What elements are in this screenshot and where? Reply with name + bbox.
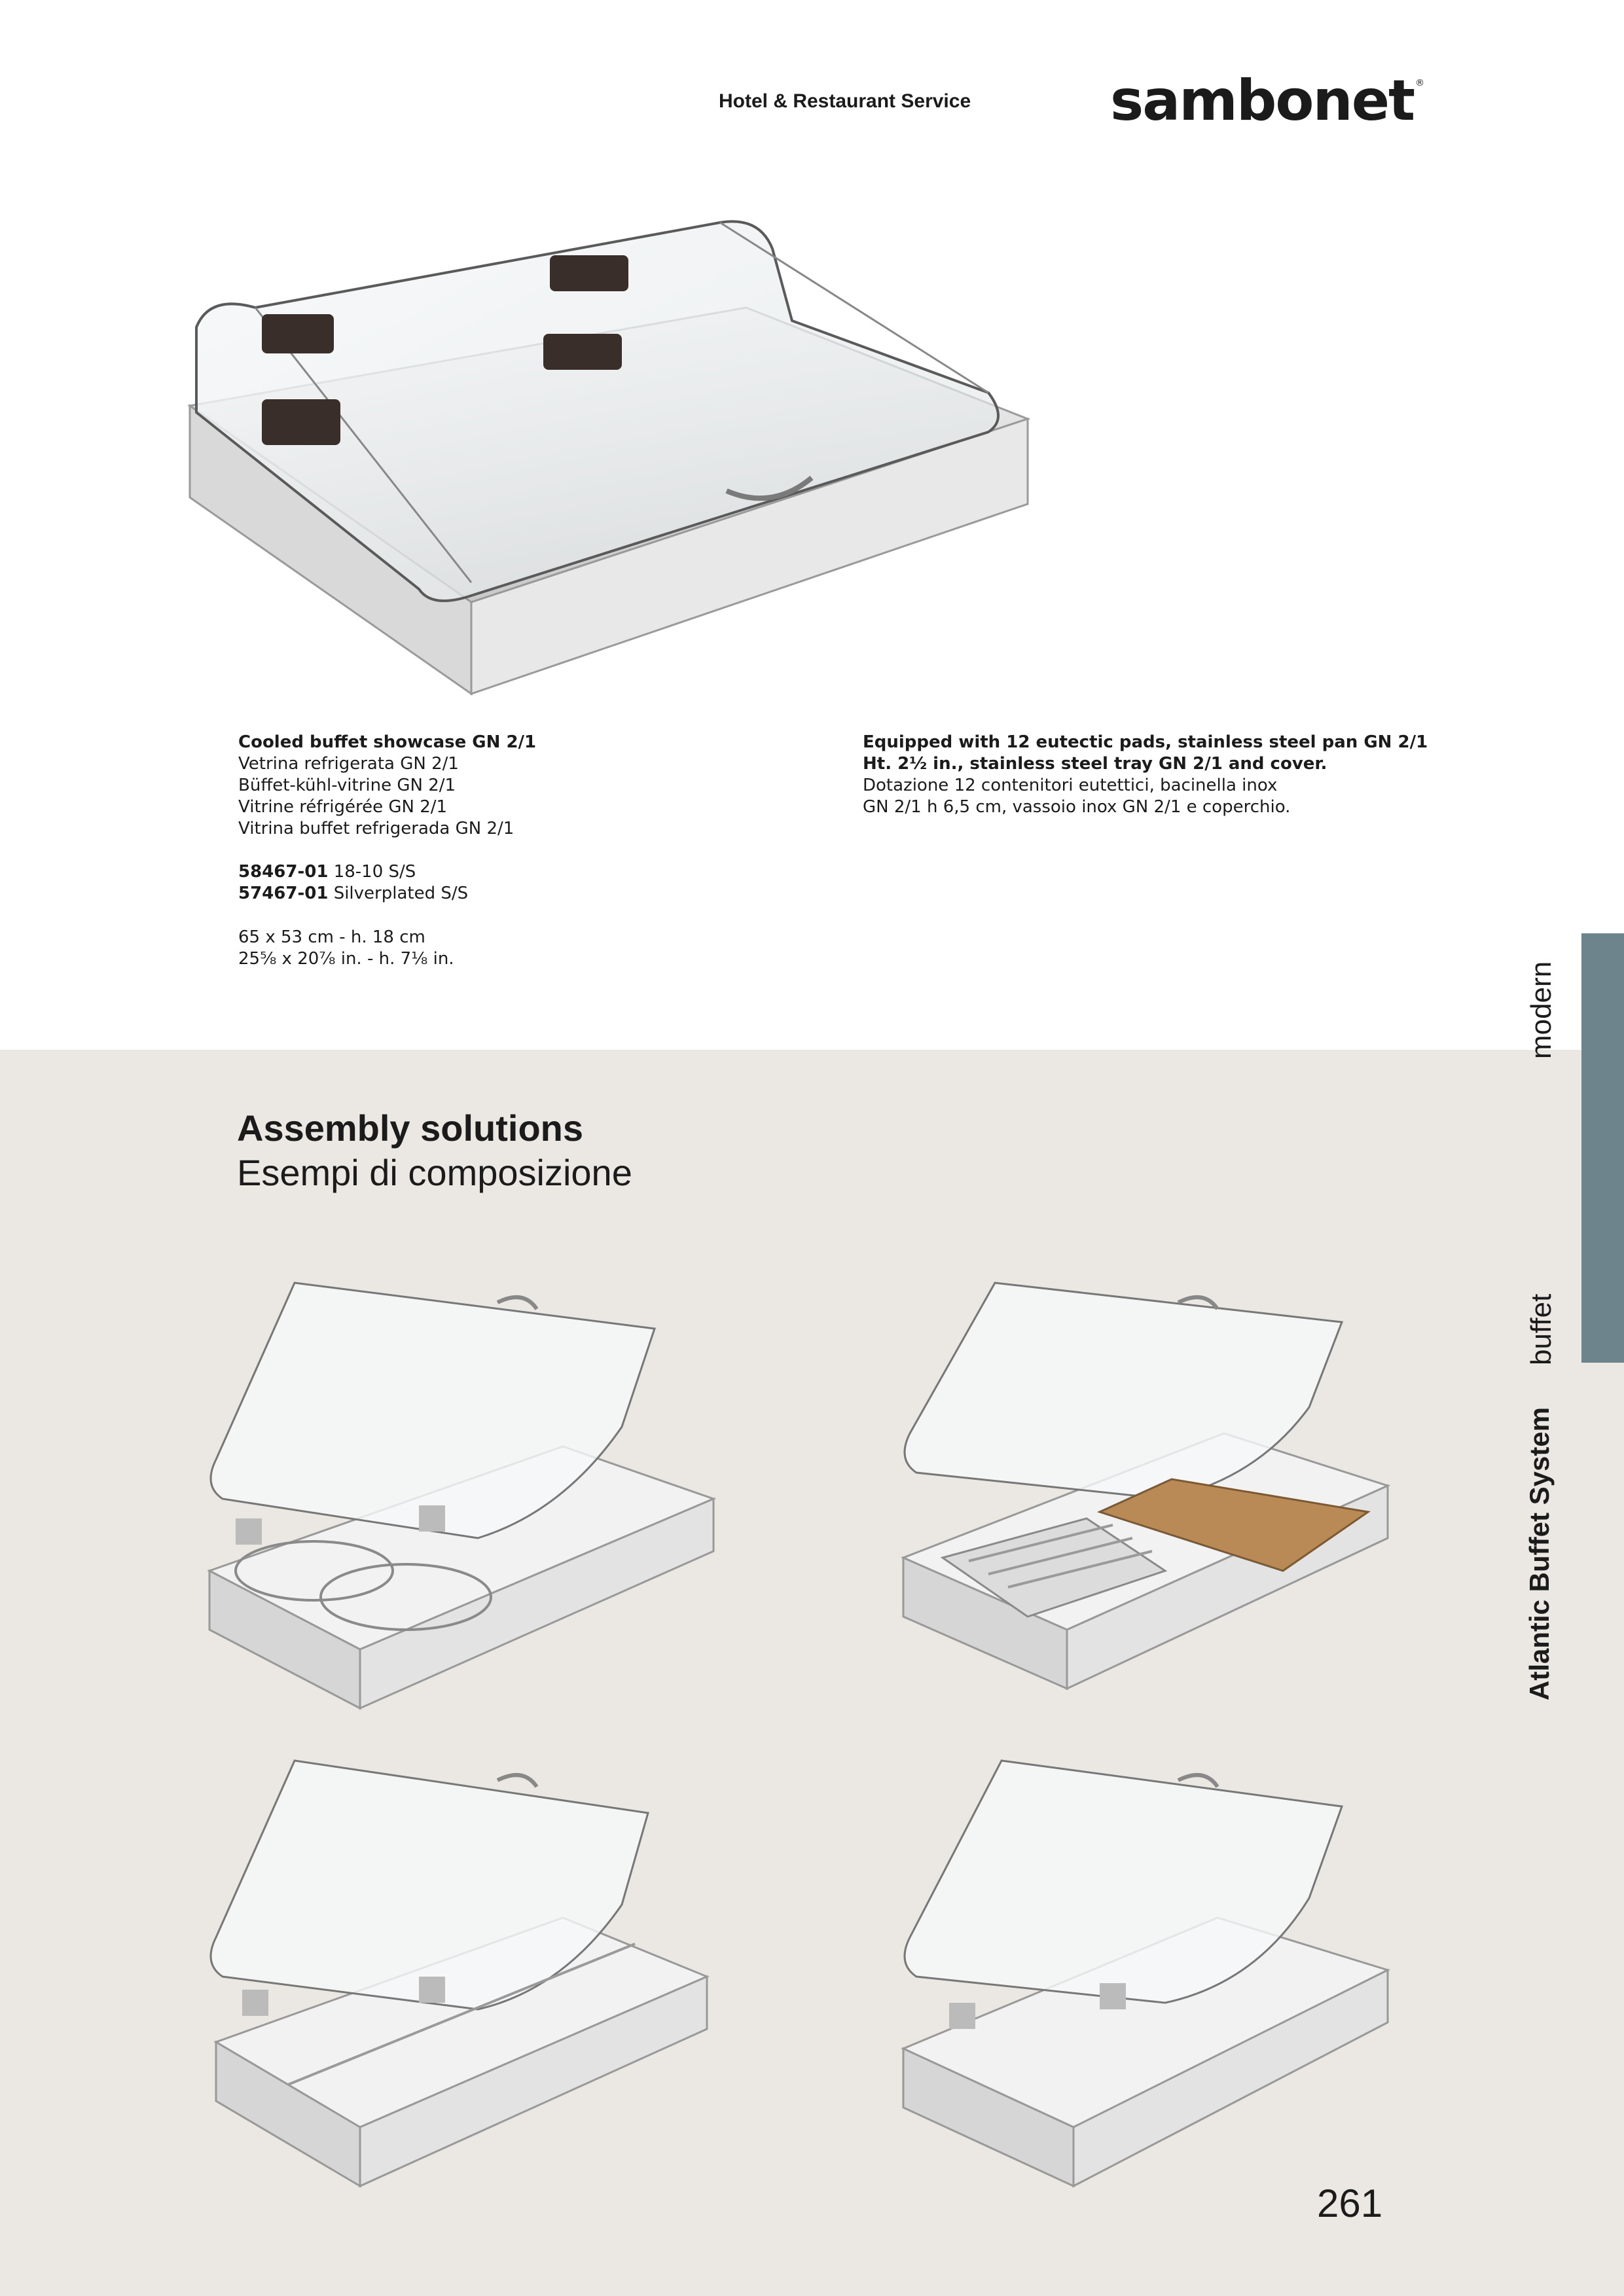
equipment-en-1: Equipped with 12 eutectic pads, stainless steel pan GN 2/1 xyxy=(863,732,1428,752)
assembly-image-single-pan xyxy=(890,1741,1401,2199)
brand-logo xyxy=(1110,68,1423,134)
product-name-es: Vitrina buffet refrigerada GN 2/1 xyxy=(238,819,514,838)
product-dimensions xyxy=(238,927,454,970)
product-code-row xyxy=(238,883,468,905)
product-finish: Silverplated S/S xyxy=(333,884,469,903)
header-service-label: Hotel & Restaurant Service xyxy=(719,90,971,112)
equipment-en-2: Ht. 2½ in., stainless steel tray GN 2/1 and cover. xyxy=(863,754,1327,774)
product-name-fr: Vitrine réfrigérée GN 2/1 xyxy=(238,797,448,817)
registered-mark: ® xyxy=(1415,78,1424,88)
section-subtitle: Esempi di composizione xyxy=(237,1152,632,1193)
hero-product-image xyxy=(183,196,1054,707)
product-codes xyxy=(238,861,468,905)
product-name-en: Cooled buffet showcase GN 2/1 xyxy=(238,732,537,752)
product-code: 57467-01 xyxy=(238,884,329,903)
assembly-image-bowls xyxy=(196,1263,733,1721)
product-code-row xyxy=(238,861,468,883)
dimensions-imperial: 25⁵⁄₈ x 20⁷⁄₈ in. - h. 7¹⁄₈ in. xyxy=(238,949,454,969)
section-title: Assembly solutions xyxy=(237,1107,584,1149)
dimensions-metric: 65 x 53 cm - h. 18 cm xyxy=(238,927,425,947)
page-number: 261 xyxy=(1317,2181,1383,2225)
sidebar-label-buffet: buffet xyxy=(1525,1293,1557,1365)
sidebar-label-system: Atlantic Buffet System xyxy=(1524,1407,1555,1700)
product-code: 58467-01 xyxy=(238,862,329,882)
product-names xyxy=(238,732,536,840)
product-finish: 18-10 S/S xyxy=(333,862,416,882)
equipment-it-1: Dotazione 12 contenitori eutettici, bacinella inox xyxy=(863,776,1278,795)
assembly-image-two-pans xyxy=(196,1741,733,2199)
assembly-image-board xyxy=(890,1263,1401,1721)
equipment-it-2: GN 2/1 h 6,5 cm, vassoio inox GN 2/1 e coperchio. xyxy=(863,797,1291,817)
product-equipment xyxy=(863,732,1428,818)
product-name-it: Vetrina refrigerata GN 2/1 xyxy=(238,754,459,774)
product-name-de: Büffet-kühl-vitrine GN 2/1 xyxy=(238,776,456,795)
brand-logo-text: sambonet xyxy=(1110,68,1415,134)
sidebar-tab-marker xyxy=(1581,933,1624,1363)
sidebar-label-modern: modern xyxy=(1525,961,1557,1059)
